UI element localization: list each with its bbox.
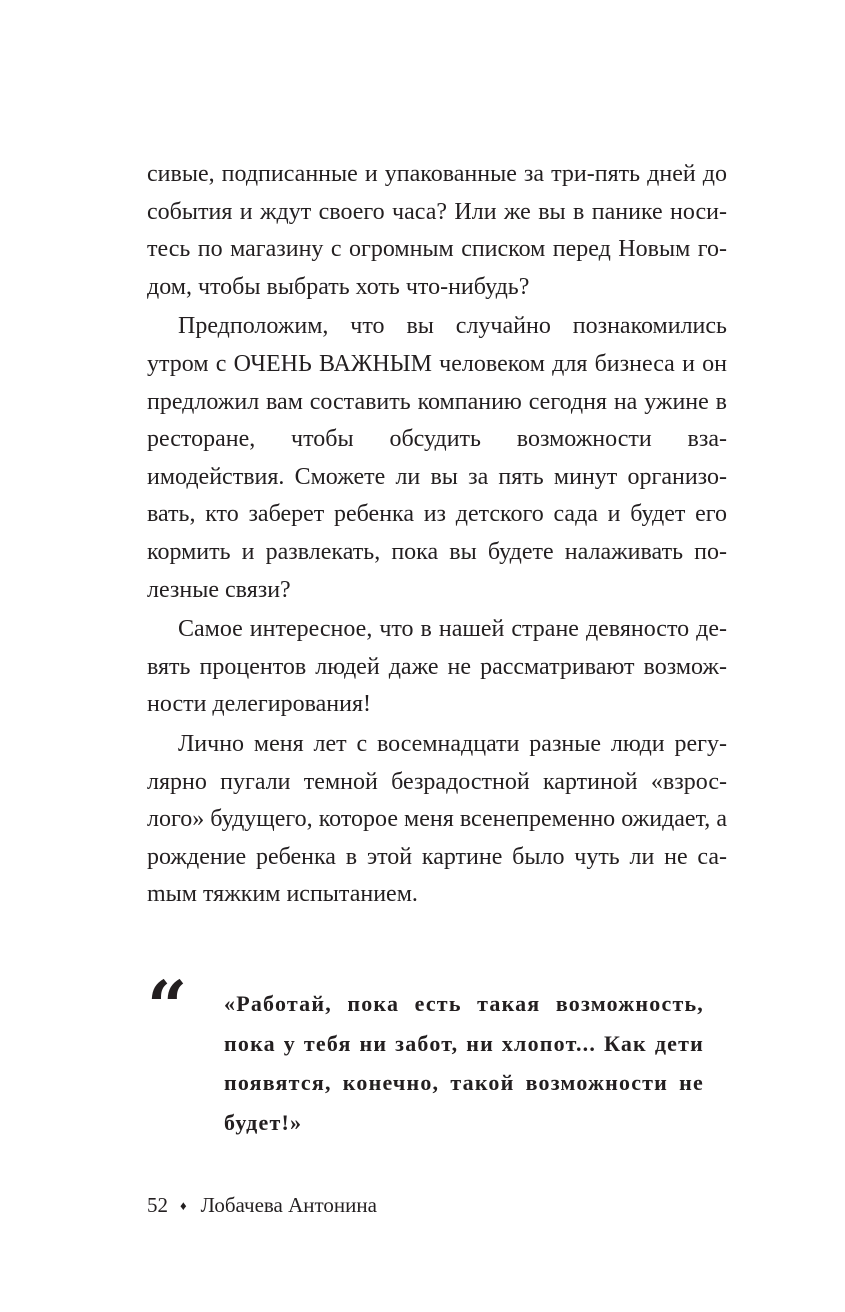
- paragraph-3: Самое интересное, что в нашей стране девяносто девять процентов людей даже не рассматривают возможности делегирования!: [147, 616, 727, 718]
- paragraph-1: сивые, подписанные и упакованные за три-пять дней до события и ждут своего часа? Или же вы в панике носитесь по магазину с огромным списком перед Новым годом, чтобы выбрать хоть что-нибудь?: [147, 161, 727, 300]
- running-footer-author: Лобачева Антонина: [200, 1193, 377, 1217]
- page-footer: [147, 1190, 377, 1221]
- page-number: 52: [147, 1193, 168, 1217]
- body-text: [147, 156, 727, 916]
- quote-text: «Работай, пока есть такая возможность, пока у тебя ни забот, ни хлопот... Как дети появятся, конечно, такой возможности не будет!»: [224, 991, 704, 1135]
- paragraph-4: Лично меня лет с восемнадцати разные люди регулярно пугали темной безрадостной картиной «взрослого» будущего, которое меня всенепременно ожидает, а рождение ребенка в этой картине было чуть ли не саmым тяжким испытанием.: [147, 730, 727, 908]
- diamond-separator-icon: ♦: [180, 1198, 187, 1213]
- paragraph-2: Предположим, что вы случайно познакомились утром с ОЧЕНЬ ВАЖНЫМ человеком для бизнеса и он предложил вам составить компанию сегодня на ужине в ресторане, чтобы обсудить возможности взаимодействия. Сможете ли вы за пять минут организовать, кто заберет ребенка из детского сада и будет его кормить и развлекать, пока вы будете налаживать полезные связи?: [147, 313, 727, 603]
- quote-mark-icon: “: [147, 965, 186, 1048]
